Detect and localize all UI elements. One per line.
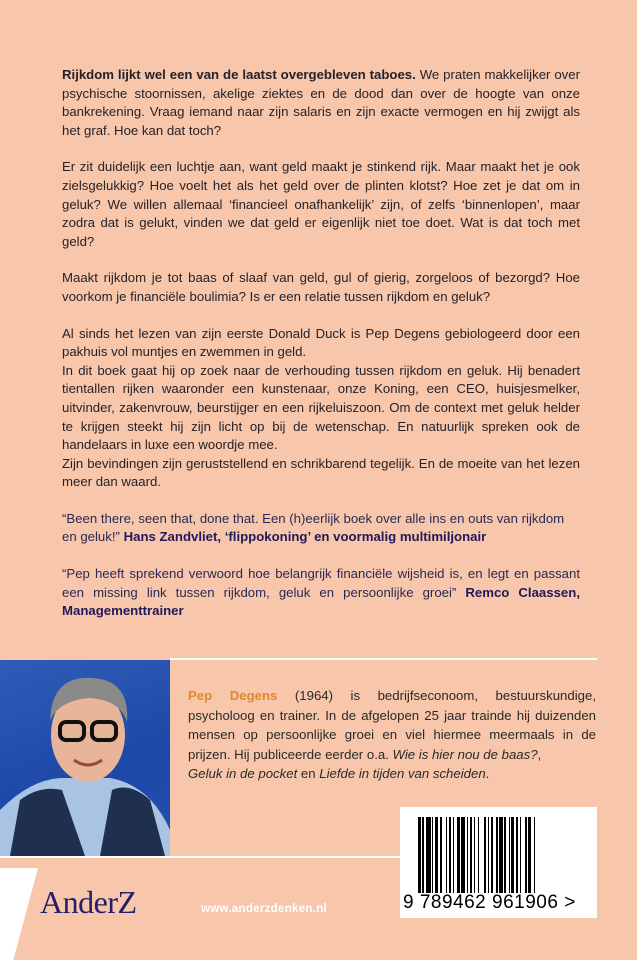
author-bio: Pep Degens (1964) is bedrijfseconoom, bestuurskundige, psycholoog en trainer. In de afgelopen 25 jaar trainde hij duizenden mensen op persoonlijke groei en viel hiermee meermaals in de prijzen. Hij publiceerde eerder o.a. Wie is hier nou de baas?, Geluk in de pocket en Liefde in tijden van scheiden.	[188, 688, 596, 781]
paragraph-1: Rijkdom lijkt wel een van de laatst overgebleven taboes. We praten makkelijker over psychische stoornissen, akelige ziektes en de dood dan over de hoogte van onze bankrekening. Vraag iemand naar zijn salaris en zijn exacte vermogen en hij zwijgt als het graf. Hoe kan dat toch?	[62, 67, 580, 138]
divider	[0, 856, 400, 858]
paragraph-5: In dit boek gaat hij op zoek naar de verhouding tussen rijkdom en geluk. Hij benadert tientallen rijken waaronder een kunstenaar, onze Koning, een CEO, huisjesmelker, uitvinder, zakenvrouw, beurstijger en een rijkeluiszoon. Om de context met geluk helder te krijgen steekt hij zijn licht op bij de wetenschap. En natuurlijk spreken ook de handelaars in luxe een woordje mee.	[62, 362, 580, 453]
isbn-number: 9 789462 961906 >	[403, 892, 576, 913]
decorative-wedge	[0, 868, 38, 960]
quote-2: “Pep heeft sprekend verwoord hoe belangrijk financiële wijsheid is, en legt en passant een missing link tussen rijkdom, geluk en persoonlijke groei” Remco Claassen, Managementtrainer	[62, 566, 580, 619]
barcode-bars	[418, 817, 576, 893]
paragraph-3: Maakt rijkdom je tot baas of slaaf van geld, gul of gierig, zorgeloos of bezorgd? Hoe voorkom je financiële boulimia? Is er een relatie tussen rijkdom en geluk?	[62, 270, 580, 304]
isbn-barcode	[400, 807, 597, 918]
paragraph-4: Al sinds het lezen van zijn eerste Donald Duck is Pep Degens gebiologeerd door een pakhuis vol muntjes en zwemmen in geld.	[62, 325, 580, 360]
barcode-bar	[535, 817, 536, 893]
back-cover-text	[62, 66, 580, 639]
divider	[170, 658, 597, 660]
paragraph-6: Zijn bevindingen zijn geruststellend en schrikbarend tegelijk. En de moeite van het lezen meer dan waard.	[62, 455, 580, 490]
quote-1: “Been there, seen that, done that. Een (h)eerlijk boek over alle ins en outs van rijkdom en geluk!” Hans Zandvliet, ‘flippokoning’ en voormalig multimiljonair	[62, 510, 565, 545]
author-photo	[0, 660, 170, 856]
publisher-logo: AnderZ	[40, 884, 137, 920]
paragraph-2: Er zit duidelijk een luchtje aan, want geld maakt je stinkend rijk. Maar maakt het je ook zielsgelukkig? Hoe voelt het als het geld over de plinten klotst? Hoe zet je dat om in geluk? We willen allemaal ‘financieel onafhankelijk’ zijn, of zelfs ‘binnenlopen’, maar zodra dat is gelukt, vinden we dat geld er eigenlijk niet toe doet. Wat is dat toch met geld?	[62, 159, 580, 249]
publisher-url[interactable]: www.anderzdenken.nl	[201, 903, 328, 915]
